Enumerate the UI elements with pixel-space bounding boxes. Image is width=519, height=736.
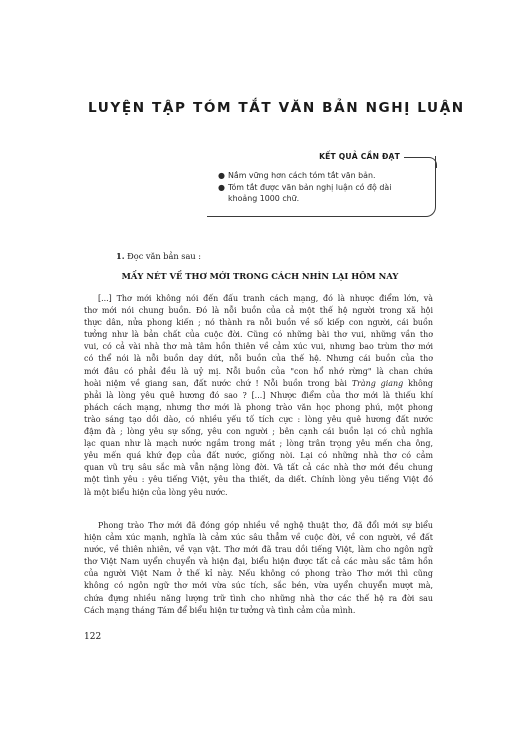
body-paragraph-2 — [84, 520, 433, 617]
poem-title-emphasis: Tràng giang — [351, 378, 404, 388]
body-text-line: yêu mến quá khứ đẹp của đất nước, giống nòi. Lại có những nhà thơ có cảm — [84, 451, 433, 461]
body-text-line: phải là lòng yêu quê hương đó sao ? [...] Nhược điểm của thơ mới là thiếu khí — [84, 390, 433, 400]
bullet-icon: ● — [218, 182, 225, 192]
learning-goals-heading: KẾT QUẢ CẦN ĐẠT — [319, 152, 400, 161]
learning-goal-text: Nắm vững hơn cách tóm tắt văn bản. — [228, 171, 376, 180]
body-text-line: trào sáng tạo dồi dào, có nhiều yếu tố tích cực : lòng yêu quê hương đất nước — [84, 414, 433, 424]
body-text-line: không có ngôn ngữ thơ mới vừa súc tích, sắc bén, vừa uyển chuyển mượt mà, — [84, 581, 433, 591]
body-text-line: Cách mạng tháng Tám để biểu hiện tư tưởng và tình cảm của mình. — [84, 605, 356, 615]
body-text-line: hoài niệm về giang san, đất nước chứ ! Nỗi buồn trong bài Tràng giang không — [84, 378, 433, 388]
body-text-line: đậm đà ; lòng yêu sự sống, yêu con người ; bên cạnh cái buồn lại có chủ nghĩa — [84, 427, 433, 437]
learning-goals-box-corner — [404, 157, 437, 168]
learning-goal-item — [218, 182, 423, 205]
body-paragraph-1 — [84, 293, 433, 499]
body-text-line: thơ mới nói chung buồn. Đó là nỗi buồn của cả một thế hệ người trong xã hội — [84, 306, 433, 316]
body-text-line: của người Việt Nam ở thế kỉ này. Nếu không có phong trào Thơ mới thì cũng — [84, 569, 433, 579]
exercise-text: Đọc văn bản sau : — [127, 251, 201, 261]
body-text-line: tưởng như là bản chất của cuộc đời. Cũng có những bài thơ vui, những vần thơ — [84, 330, 433, 340]
page-number: 122 — [84, 632, 102, 642]
learning-goal-text: Tóm tắt được văn bản nghị luận có độ dài khoảng 1000 chữ. — [228, 182, 392, 204]
body-text-line: chứa đựng nhiều năng lượng trữ tình cho những nhà thơ các thế hệ ra đời sau — [84, 593, 433, 603]
learning-goal-item — [218, 170, 423, 182]
body-text-line: quan vũ trụ sâu sắc mà vẫn nặng lòng đời. Và tất cả các nhà thơ mới đều chung — [84, 463, 433, 473]
lesson-title: LUYỆN TẬP TÓM TẮT VĂN BẢN NGHỊ LUẬN — [88, 100, 465, 116]
body-text-line: [...] Thơ mới không nói đến đấu tranh cách mạng, đó là nhược điểm lớn, và — [98, 294, 433, 303]
exercise-number: 1. — [116, 251, 125, 261]
reading-title: MẤY NÉT VỀ THƠ MỚI TRONG CÁCH NHÌN LẠI HÔM NAY — [121, 271, 399, 281]
bullet-icon: ● — [218, 171, 225, 180]
body-text-line: một tình yêu : yêu tiếng Việt, yêu tha thiết, da diết. Chính lòng yêu tiếng Việt đó — [84, 475, 433, 485]
body-text-line: vui, có cả vài nhà thơ mà tâm hồn thiên về cảm xúc vui, nhưng bao trùm thơ mới — [84, 342, 433, 352]
body-text-line: mới đâu có phải đều là uỷ mị. Nỗi buồn của "con hổ nhớ rừng" là chan chứa — [84, 366, 433, 376]
learning-goals-list — [218, 170, 423, 205]
body-text-line: phách cách mạng, nhưng thơ mới là phong trào văn học phong phú, một phong — [84, 402, 433, 412]
exercise-instruction — [116, 251, 201, 261]
body-text-line: thực dân, nửa phong kiến ; nó thành ra nỗi buồn về số kiếp con người, cái buồn — [84, 318, 433, 328]
body-text-line: lạc quan như là mạch nước ngầm trong mát ; lòng trân trọng yêu mến cha ông, — [84, 439, 433, 449]
body-text-line: thơ Việt Nam uyển chuyển và hiện đại, biểu hiện được tất cả các màu sắc tâm hồn — [84, 557, 433, 567]
body-text-line: hiện cảm xúc mạnh, nghĩa là cảm xúc sâu thẳm về cuộc đời, về con người, về đất — [84, 533, 433, 543]
body-text-line: là một biểu hiện của lòng yêu nước. — [84, 487, 228, 497]
body-text-line: có thể nói là nỗi buồn day dứt, nỗi buồn của thế hệ. Nhưng cái buồn của thơ — [84, 354, 433, 364]
body-text-line: Phong trào Thơ mới đã đóng góp nhiều về nghệ thuật thơ, đã đổi mới sự biểu — [98, 521, 433, 530]
body-text-line: nước, về thiên nhiên, về vạn vật. Thơ mới đã trau dồi tiếng Việt, làm cho ngôn ngữ — [84, 545, 433, 555]
